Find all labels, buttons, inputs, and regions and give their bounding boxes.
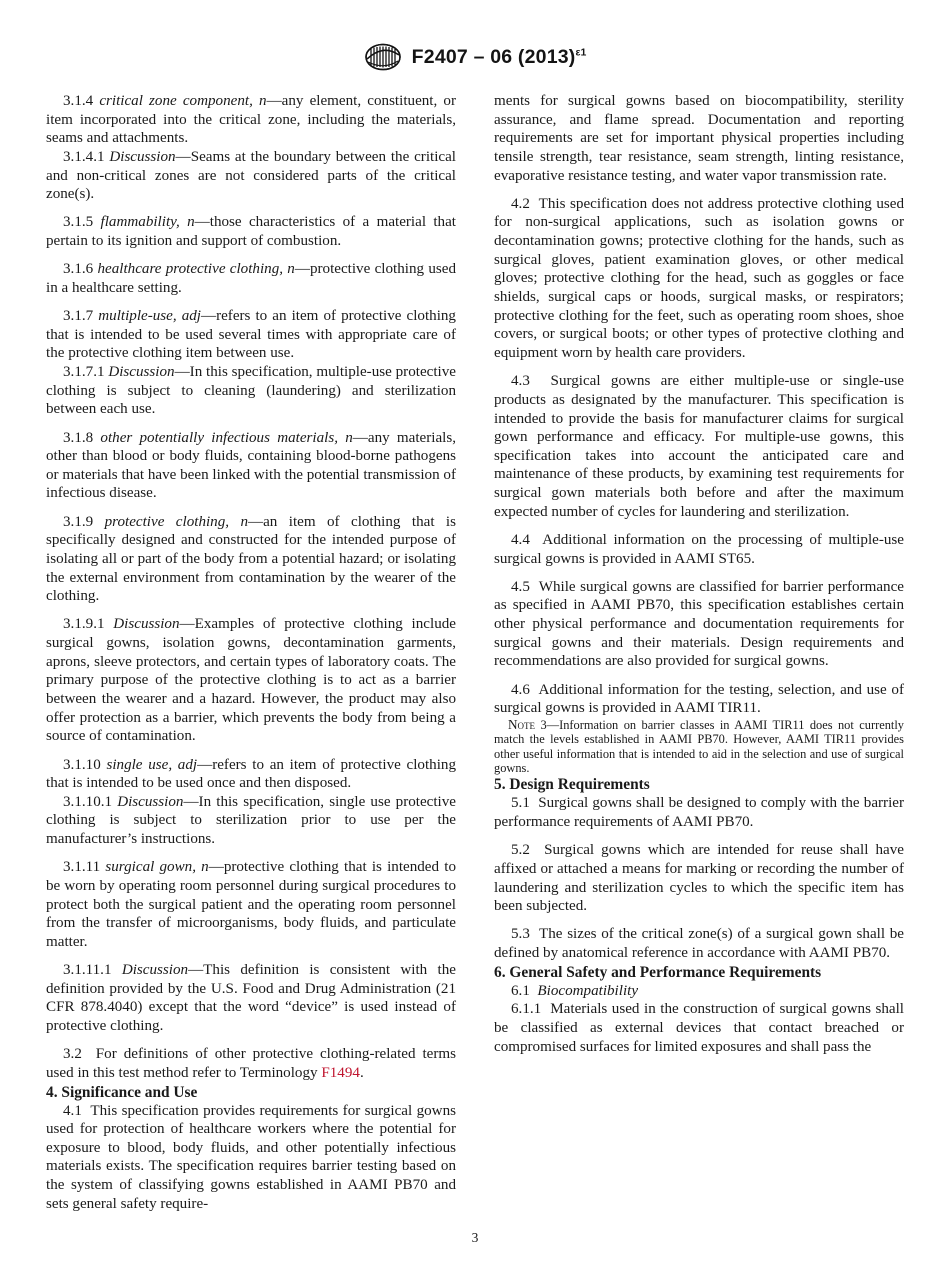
para-text-end: .	[359, 1064, 364, 1081]
document-designation: F2407 – 06 (2013)	[411, 45, 576, 68]
note-text: —Information on barrier classes in AAMI TIR11 does not currently match the levels established in AAMI PB70. However, AAMI TIR11 provides other useful information that is intended to aid in the selection and use of surgical gowns.	[494, 717, 904, 776]
para-number: 3.1.9	[63, 513, 94, 530]
paragraph-4-4	[494, 531, 904, 568]
paragraph-3-1-4	[46, 92, 456, 148]
note-3	[494, 718, 904, 776]
para-text: Surgical gowns are either multiple-use or single-use products as designated by the manufacturer. This specification is intended to provide the basis for manufacturer claims for surgical gown performance and efficacy. For multiple-use gowns, this specification takes into account the anticipated care and maintenance of these products, by examining test requirements for surgical gown materials both before and after the maximum expected number of cycles for laundering and sterilization.	[494, 373, 904, 520]
para-text: —In this specification, multiple-use protective clothing is subject to cleaning (laundering) and sterilization between each use.	[46, 364, 456, 418]
para-text: This specification does not address protective clothing used for non-surgical applications, such as isolation gowns or decontamination gowns; protective clothing for the hands, such as surgical gloves, patient examination gloves, or other medical gloves; protective clothing for the head, such as goggles or face shields, surgical caps or hoods, surgical masks, or respirators; protective clothing for the feet, such as operating room shoes, shoe covers, or surgical boots; or other types of protective clothing and equipment worn by health care providers.	[494, 195, 904, 362]
para-number: 5.1	[511, 795, 530, 812]
para-text: Materials used in the construction of surgical gowns shall be classified as external devices that contact breached or compromised surfaces for limited exposures and shall pass the	[494, 1001, 905, 1055]
section-heading-6: 6. General Safety and Performance Requirements	[494, 963, 822, 981]
para-text: The sizes of the critical zone(s) of a surgical gown shall be defined by anatomical reference in accordance with AAMI PB70.	[494, 926, 904, 962]
para-term: other potentially infectious materials, n	[100, 429, 353, 446]
para-text: For definitions of other protective clothing-related terms used in this test method refer to Terminology	[46, 1046, 457, 1081]
para-number: 5.2	[511, 842, 530, 859]
para-text: —any materials, other than blood or body fluids, containing blood-borne pathogens or materials that have been linked with the potential transmission of infectious disease.	[46, 429, 456, 502]
paragraph-4-3	[494, 372, 904, 521]
paragraph-4-6	[494, 681, 904, 718]
page-header	[0, 42, 950, 72]
para-number: 3.1.7	[63, 308, 94, 325]
paragraph-3-1-11	[46, 858, 456, 951]
para-text: —those characteristics of a material that pertain to its ignition and support of combustion.	[46, 214, 456, 250]
paragraph-3-1-5	[46, 213, 456, 250]
left-column	[46, 92, 456, 1213]
para-text: —refers to an item of protective clothing that is intended to be used several times with appropriate care of the protective clothing item between use.	[46, 308, 456, 362]
para-number: 4.4	[511, 531, 530, 548]
paragraph-4-1-continued: ments for surgical gowns based on biocompatibility, sterility assurance, and flame spread. Documentation and reporting requirements are set for important physical properties including tensile strength, tear resistance, seam strength, linting resistance, evaporative resistance testing, and water vapor transmission rate.	[494, 93, 904, 184]
paragraph-3-1-7-1	[46, 363, 456, 419]
para-term: healthcare protective clothing, n	[97, 261, 295, 278]
para-text: —refers to an item of protective clothing that is intended to be used once and then disposed.	[46, 756, 456, 792]
paragraph-3-1-11-1	[46, 961, 456, 1036]
para-number: 3.1.4.1	[63, 148, 105, 165]
right-column	[494, 92, 904, 1213]
para-term: single use, adj	[106, 756, 198, 773]
para-text: —Examples of protective clothing include surgical gowns, isolation gowns, decontamination garments, aprons, sleeve protectors, and certain types of laboratory coats. The primary purpose of the protective clothing is to act as a barrier between the wearer and a hazard. However, the product may also offer protection as a barrier, which prevents the body from being a source of contamination.	[46, 616, 456, 745]
para-number: 3.1.5	[63, 214, 94, 231]
para-number: 3.1.9.1	[63, 616, 105, 633]
para-number: 6.1	[511, 982, 530, 999]
para-term: Discussion	[113, 616, 180, 633]
para-text: Additional information on the processing of multiple-use surgical gowns is provided in AAMI ST65.	[494, 531, 904, 567]
paragraph-5-1	[494, 794, 904, 831]
para-term: Biocompatibility	[537, 982, 639, 999]
para-number: 4.2	[511, 195, 530, 212]
paragraph-6-1-1	[494, 1000, 904, 1056]
para-number: 3.2	[63, 1046, 82, 1063]
paragraph-6-1	[494, 982, 904, 1001]
para-term: Discussion	[117, 793, 184, 810]
para-number: 4.5	[511, 578, 530, 595]
paragraph-3-1-6	[46, 260, 456, 297]
para-number: 4.3	[511, 373, 530, 390]
para-number: 4.6	[511, 681, 530, 698]
para-number: 6.1.1	[511, 1001, 542, 1018]
section-heading-5: 5. Design Requirements	[494, 776, 650, 794]
para-text: —any element, constituent, or item incorporated into the critical zone, including the materials, seams and attachments.	[46, 93, 456, 147]
paragraph-3-1-10	[46, 756, 456, 793]
para-text: Additional information for the testing, selection, and use of surgical gowns is provided in AAMI TIR11.	[494, 681, 904, 717]
paragraph-3-2	[46, 1045, 456, 1082]
note-label: Note	[508, 716, 536, 732]
para-text: While surgical gowns are classified for barrier performance as specified in AAMI PB70, this specification establishes certain other physical performance and documentation requirements for surgical gowns and their materials. Design requirements and recommendations are also provided for surgical gowns.	[494, 578, 904, 670]
para-number: 3.1.10.1	[63, 793, 113, 810]
para-term: flammability, n	[100, 214, 195, 231]
para-text: —protective clothing that is intended to be worn by operating room personnel during surgical procedures to protect both the surgical patient and the operating room personnel from the transfer of microorganisms, body fluids, and particulate matter.	[46, 859, 456, 950]
para-term: multiple-use, adj	[98, 308, 201, 325]
page-number: 3	[471, 1230, 479, 1245]
para-term: critical zone component, n	[99, 93, 267, 109]
note-number: 3	[535, 717, 547, 732]
para-number: 5.3	[511, 926, 530, 943]
paragraph-5-3	[494, 925, 904, 962]
para-number: 3.1.8	[63, 429, 94, 446]
para-number: 3.1.11.1	[63, 962, 112, 979]
para-text: This specification provides requirements for surgical gowns used for protection of healthcare workers where the potential for exposure to blood, body fluids, and other potentially infectious materials exists. The specification requires barrier testing based on the system of classifying gowns established in AAMI PB70 and sets general safety require-	[46, 1102, 456, 1212]
paragraph-3-1-9-1	[46, 615, 456, 746]
page-footer	[0, 1230, 950, 1246]
para-term: Discussion	[108, 364, 175, 381]
para-number: 4.1	[63, 1102, 82, 1119]
para-number: 3.1.7.1	[63, 364, 105, 381]
para-number: 3.1.10	[63, 756, 101, 773]
astm-logo-icon	[364, 42, 402, 72]
paragraph-5-2	[494, 841, 904, 916]
para-number: 3.1.11	[63, 859, 101, 876]
para-text: Surgical gowns shall be designed to comply with the barrier performance requirements of AAMI PB70.	[494, 795, 904, 831]
para-text: —In this specification, single use protective clothing is subject to sterilization prior to use per the manufacturer’s instructions.	[46, 793, 456, 848]
terminology-link-f1494[interactable]: F1494	[321, 1064, 360, 1081]
para-term: surgical gown, n	[105, 859, 209, 876]
para-number: 3.1.4	[63, 93, 94, 109]
paragraph-3-1-10-1	[46, 793, 456, 849]
para-term: protective clothing, n	[104, 513, 249, 530]
para-text: —Seams at the boundary between the critical and non-critical zones are not considered parts of the critical zone(s).	[46, 148, 456, 203]
para-text: —This definition is consistent with the definition provided by the U.S. Food and Drug Administration (21 CFR 878.4040) except that the word “device” is used instead of protective clothing.	[46, 962, 456, 1035]
paragraph-4-2	[494, 195, 904, 363]
designation-superscript: ε1	[575, 46, 587, 58]
paragraph-3-1-7	[46, 307, 456, 363]
para-text: —protective clothing used in a healthcare setting.	[46, 261, 456, 296]
page-title	[412, 46, 587, 69]
paragraph-3-1-8	[46, 429, 456, 504]
paragraph-4-5	[494, 578, 904, 671]
para-term: Discussion	[121, 962, 189, 979]
paragraph-4-1	[46, 1102, 456, 1214]
section-heading-4: 4. Significance and Use	[46, 1083, 198, 1101]
para-text: Surgical gowns which are intended for reuse shall have affixed or attached a means for marking or recording the number of laundering and sterilization cycles to which the specific item has been subjected.	[494, 842, 904, 915]
paragraph-3-1-4-1	[46, 148, 456, 204]
paragraph-3-1-9	[46, 513, 456, 606]
para-text: —an item of clothing that is specifically designed and constructed for the intended purpose of isolating all or part of the body from a potential hazard; or isolating the external environment from contamination by the wearer of the clothing.	[46, 513, 456, 605]
para-term: Discussion	[109, 148, 176, 165]
two-column-body	[46, 92, 904, 1213]
para-number: 3.1.6	[63, 261, 94, 278]
